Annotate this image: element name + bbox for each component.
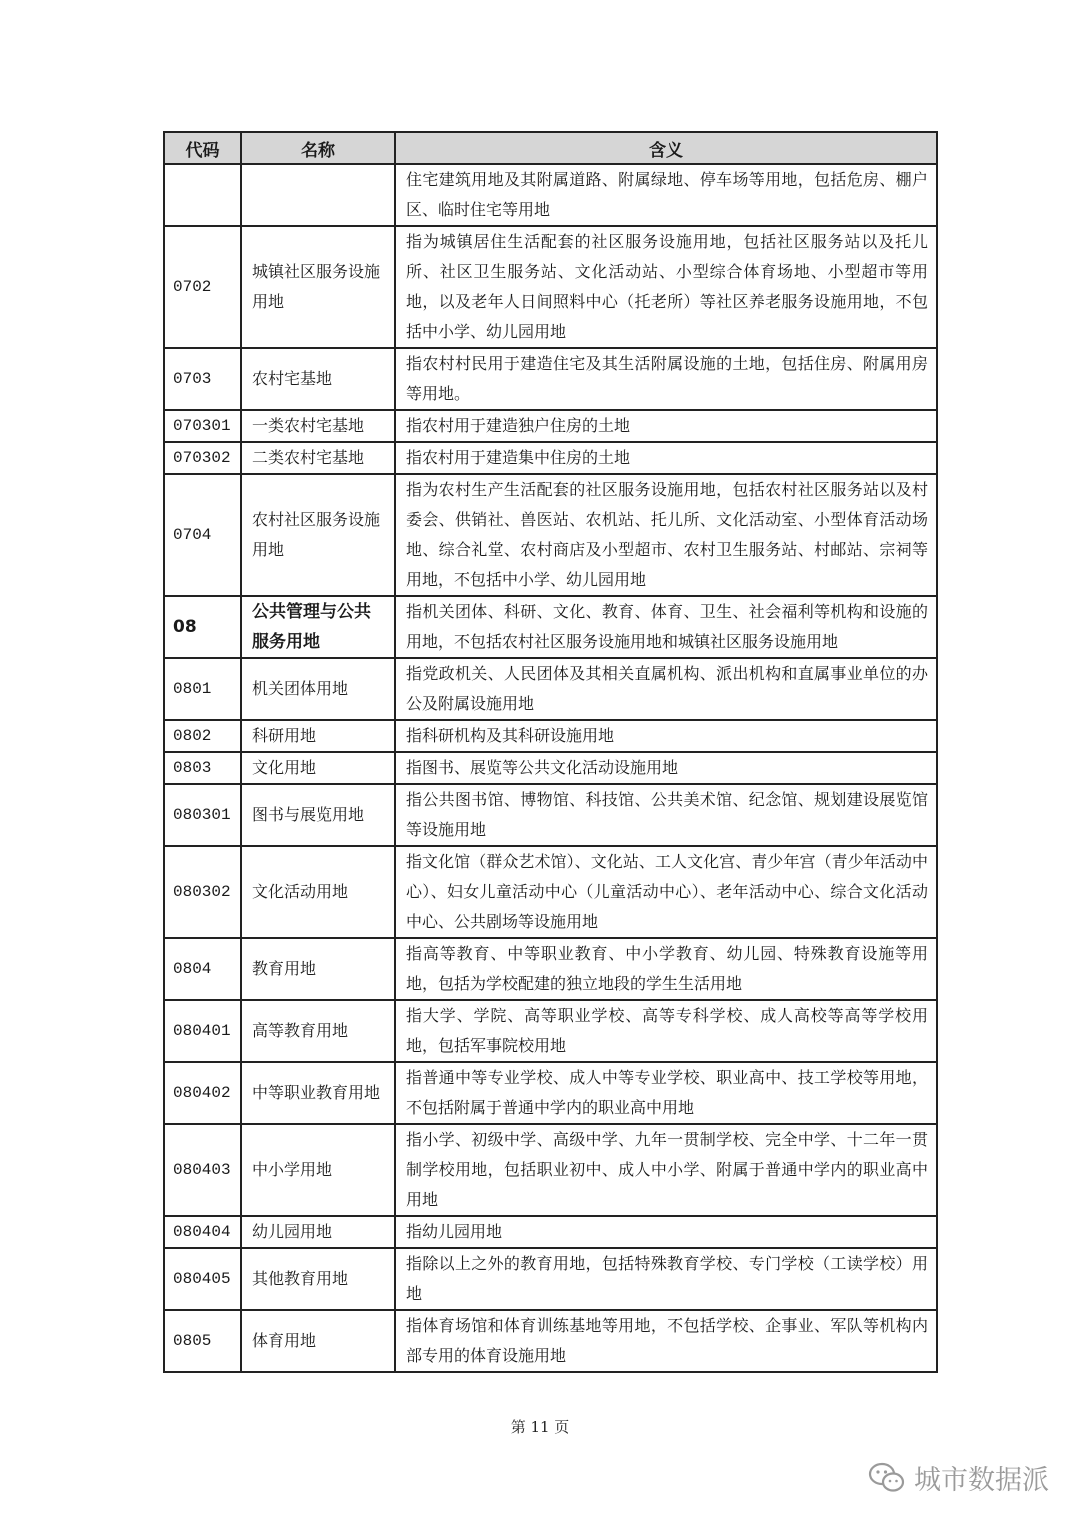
cell-meaning: 指农村用于建造集中住房的土地 xyxy=(395,442,937,474)
cell-meaning: 指机关团体、科研、文化、教育、体育、卫生、社会福利等机构和设施的用地，不包括农村社区服务设施用地和城镇社区服务设施用地 xyxy=(395,596,937,658)
cell-code: 080302 xyxy=(164,846,241,938)
cell-name: 体育用地 xyxy=(241,1310,395,1372)
table-row xyxy=(164,226,937,348)
cell-code: 0704 xyxy=(164,474,241,596)
cell-name: 科研用地 xyxy=(241,720,395,752)
cell-code: 080401 xyxy=(164,1000,241,1062)
header-name: 名称 xyxy=(241,132,395,164)
table-row xyxy=(164,164,937,226)
cell-code: 080301 xyxy=(164,784,241,846)
cell-code: 0801 xyxy=(164,658,241,720)
cell-name: 农村社区服务设施用地 xyxy=(241,474,395,596)
table-row xyxy=(164,474,937,596)
cell-name: 中小学用地 xyxy=(241,1124,395,1216)
cell-meaning: 指为农村生产生活配套的社区服务设施用地，包括农村社区服务站以及村委会、供销社、兽医站、农机站、托儿所、文化活动室、小型体育活动场地、综合礼堂、农村商店及小型超市、农村卫生服务站、村邮站、宗祠等用地，不包括中小学、幼儿园用地 xyxy=(395,474,937,596)
cell-code: 080404 xyxy=(164,1216,241,1248)
cell-meaning: 指体育场馆和体育训练基地等用地，不包括学校、企事业、军队等机构内部专用的体育设施用地 xyxy=(395,1310,937,1372)
cell-code: 0805 xyxy=(164,1310,241,1372)
table-row xyxy=(164,846,937,938)
cell-code: 070301 xyxy=(164,410,241,442)
page-number: 第 11 页 xyxy=(510,1418,570,1436)
cell-code: 0803 xyxy=(164,752,241,784)
cell-name xyxy=(241,164,395,226)
cell-meaning: 指除以上之外的教育用地，包括特殊教育学校、专门学校（工读学校）用地 xyxy=(395,1248,937,1310)
table-header-row xyxy=(164,132,937,164)
cell-name: 文化用地 xyxy=(241,752,395,784)
table-row xyxy=(164,658,937,720)
table-row xyxy=(164,752,937,784)
cell-code: 08 xyxy=(164,596,241,658)
table-row xyxy=(164,1124,937,1216)
cell-name: 机关团体用地 xyxy=(241,658,395,720)
cell-meaning: 指高等教育、中等职业教育、中小学教育、幼儿园、特殊教育设施等用地，包括为学校配建的独立地段的学生生活用地 xyxy=(395,938,937,1000)
cell-code: 0804 xyxy=(164,938,241,1000)
cell-meaning: 指农村用于建造独户住房的土地 xyxy=(395,410,937,442)
cell-name: 一类农村宅基地 xyxy=(241,410,395,442)
cell-meaning: 指农村村民用于建造住宅及其生活附属设施的土地，包括住房、附属用房等用地。 xyxy=(395,348,937,410)
header-meaning: 含义 xyxy=(395,132,937,164)
header-code: 代码 xyxy=(164,132,241,164)
cell-meaning: 住宅建筑用地及其附属道路、附属绿地、停车场等用地，包括危房、棚户区、临时住宅等用地 xyxy=(395,164,937,226)
table-body xyxy=(164,164,937,1372)
cell-code xyxy=(164,164,241,226)
cell-name: 农村宅基地 xyxy=(241,348,395,410)
cell-name: 教育用地 xyxy=(241,938,395,1000)
table-row xyxy=(164,1310,937,1372)
table-row xyxy=(164,348,937,410)
cell-meaning: 指大学、学院、高等职业学校、高等专科学校、成人高校等高等学校用地，包括军事院校用地 xyxy=(395,1000,937,1062)
cell-name: 其他教育用地 xyxy=(241,1248,395,1310)
cell-meaning: 指幼儿园用地 xyxy=(395,1216,937,1248)
cell-code: 0703 xyxy=(164,348,241,410)
cell-name: 高等教育用地 xyxy=(241,1000,395,1062)
cell-code: 080402 xyxy=(164,1062,241,1124)
cell-meaning: 指科研机构及其科研设施用地 xyxy=(395,720,937,752)
table-row xyxy=(164,720,937,752)
wechat-icon xyxy=(868,1461,906,1495)
cell-name: 二类农村宅基地 xyxy=(241,442,395,474)
land-use-table xyxy=(163,131,938,1373)
cell-name: 城镇社区服务设施用地 xyxy=(241,226,395,348)
cell-code: 080403 xyxy=(164,1124,241,1216)
table-row xyxy=(164,442,937,474)
cell-name: 公共管理与公共服务用地 xyxy=(241,596,395,658)
cell-meaning: 指普通中等专业学校、成人中等专业学校、职业高中、技工学校等用地，不包括附属于普通中学内的职业高中用地 xyxy=(395,1062,937,1124)
cell-code: 080405 xyxy=(164,1248,241,1310)
watermark xyxy=(868,1458,1049,1497)
cell-meaning: 指文化馆（群众艺术馆）、文化站、工人文化宫、青少年宫（青少年活动中心）、妇女儿童活动中心（儿童活动中心）、老年活动中心、综合文化活动中心、公共剧场等设施用地 xyxy=(395,846,937,938)
cell-meaning: 指图书、展览等公共文化活动设施用地 xyxy=(395,752,937,784)
table-row xyxy=(164,1216,937,1248)
cell-meaning: 指公共图书馆、博物馆、科技馆、公共美术馆、纪念馆、规划建设展览馆等设施用地 xyxy=(395,784,937,846)
table-row xyxy=(164,938,937,1000)
cell-meaning: 指党政机关、人民团体及其相关直属机构、派出机构和直属事业单位的办公及附属设施用地 xyxy=(395,658,937,720)
cell-name: 中等职业教育用地 xyxy=(241,1062,395,1124)
table-row xyxy=(164,596,937,658)
table-row xyxy=(164,1248,937,1310)
cell-code: 0702 xyxy=(164,226,241,348)
cell-name: 文化活动用地 xyxy=(241,846,395,938)
cell-name: 图书与展览用地 xyxy=(241,784,395,846)
land-use-table-container xyxy=(163,131,936,1373)
watermark-text: 城市数据派 xyxy=(914,1465,1049,1496)
table-row xyxy=(164,410,937,442)
cell-meaning: 指小学、初级中学、高级中学、九年一贯制学校、完全中学、十二年一贯制学校用地，包括职业初中、成人中小学、附属于普通中学内的职业高中用地 xyxy=(395,1124,937,1216)
cell-code: 0802 xyxy=(164,720,241,752)
cell-code: 070302 xyxy=(164,442,241,474)
table-row xyxy=(164,784,937,846)
cell-meaning: 指为城镇居住生活配套的社区服务设施用地，包括社区服务站以及托儿所、社区卫生服务站、文化活动站、小型综合体育场地、小型超市等用地，以及老年人日间照料中心（托老所）等社区养老服务设施用地，不包括中小学、幼儿园用地 xyxy=(395,226,937,348)
cell-name: 幼儿园用地 xyxy=(241,1216,395,1248)
table-row xyxy=(164,1000,937,1062)
table-row xyxy=(164,1062,937,1124)
